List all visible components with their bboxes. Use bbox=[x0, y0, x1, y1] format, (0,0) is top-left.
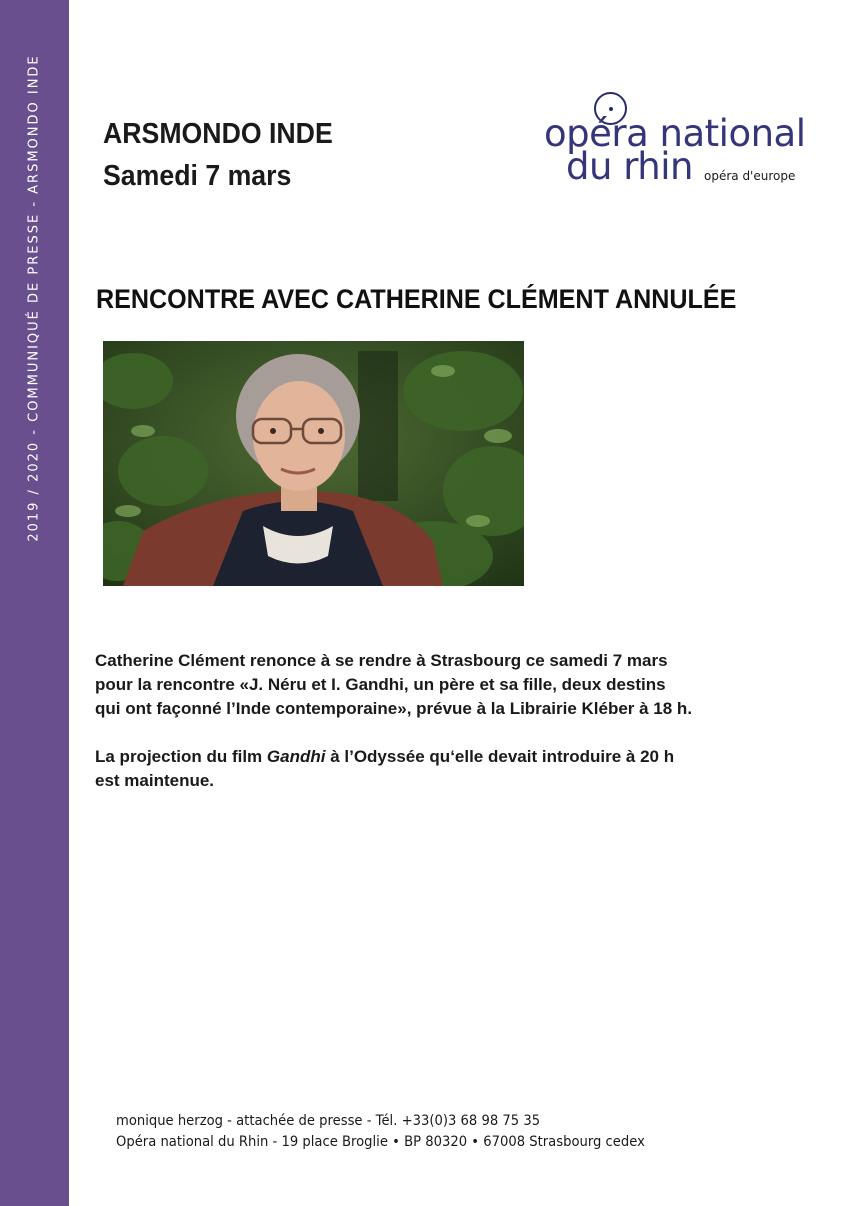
paragraph-1 bbox=[95, 649, 715, 721]
p2-before: La projection du film bbox=[95, 747, 267, 766]
side-band bbox=[0, 0, 69, 1206]
event-date: Samedi 7 mars bbox=[103, 160, 292, 192]
p1-line1: Catherine Clément renonce à se rendre à Strasbourg ce samedi 7 mars bbox=[95, 651, 668, 670]
event-header bbox=[103, 113, 333, 197]
p2-line2: est maintenue. bbox=[95, 771, 215, 790]
footer-address: Opéra national du Rhin - 19 place Broglie • BP 80320 • 67008 Strasbourg cedex bbox=[116, 1134, 645, 1150]
opera-logo bbox=[544, 90, 814, 190]
body-text bbox=[95, 649, 715, 817]
logo-line1: opéra national bbox=[544, 112, 806, 155]
portrait-illustration bbox=[103, 341, 524, 586]
page-title: RENCONTRE AVEC CATHERINE CLÉMENT ANNULÉE bbox=[96, 284, 737, 314]
film-title: Gandhi bbox=[266, 747, 326, 766]
paragraph-2 bbox=[95, 745, 715, 793]
side-vertical-text: 2019 / 2020 - COMMUNIQUÉ DE PRESSE - ARSMONDO INDE bbox=[26, 54, 42, 542]
portrait-photo bbox=[103, 341, 524, 586]
p1-line3: qui ont façonné l’Inde contemporaine», prévue à la Librairie Kléber à 18 h. bbox=[95, 699, 693, 718]
logo-line2: du rhin bbox=[566, 145, 693, 188]
footer bbox=[116, 1111, 645, 1153]
p2-after: à l’Odyssée qu‘elle devait introduire à 20 h bbox=[325, 747, 675, 766]
p1-line2: pour la rencontre «J. Néru et I. Gandhi, un père et sa fille, deux destins bbox=[95, 675, 666, 694]
footer-contact: monique herzog - attachée de presse - Tél. +33(0)3 68 98 75 35 bbox=[116, 1113, 541, 1129]
event-name: ARSMONDO INDE bbox=[103, 118, 333, 150]
logo-tagline: opéra d'europe bbox=[704, 169, 796, 183]
